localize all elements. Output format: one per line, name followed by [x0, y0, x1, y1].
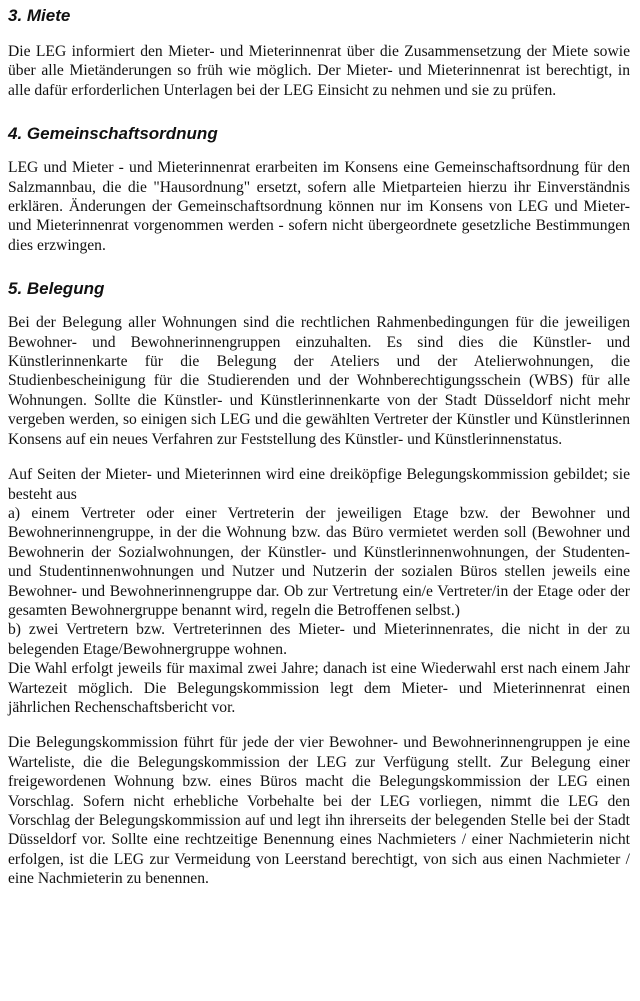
section-heading-miete: 3. Miete	[8, 6, 71, 25]
paragraph-gemeinschaftsordnung: LEG und Mieter - und Mieterinnenrat erarbeiten im Konsens eine Gemeinschaftsordnung für den Salzmannbau, die die "Hausordnung" ersetzt, sofern alle Mietparteien hierzu ihr Einverständnis erklären. Änderungen der Gemeinschaftsordnung können nur im Konsens von LEG und Mieter- und Mieterinnenrat vorgenommen werden - sofern nicht übergeordnete gesetzliche Bestimmungen dies erzwingen.	[8, 159, 630, 254]
section-heading-gemeinschaftsordnung: 4. Gemeinschaftsordnung	[8, 124, 218, 144]
paragraph-belegung-rahmen: Bei der Belegung aller Wohnungen sind die rechtlichen Rahmenbedingungen für die jeweiligen Bewohner- und Bewohnerinnengruppen einzuhalten. Es sind dies die Künstler- und Künstlerinnenkarte für die Belegung der Ateliers und der Atelierwohnungen, die Studienbescheinigung für die Studierenden und der Wohnberechtigungsschein (WBS) für alle Wohnungen. Sollte die Künstler- und Künstlerinnenkarte von der Stadt Düsseldorf nicht mehr vergeben werden, so einigen sich LEG und die gewählten Vertreter der Künstler und Künstlerinnen Konsens auf ein neues Verfahren zur Feststellung des Künstler- und Künstlerinnenstatus.	[8, 314, 630, 448]
paragraph-belegung-kommission: Auf Seiten der Mieter- und Mieterinnen wird eine dreiköpfige Belegungskommission gebildet; sie besteht aus a) einem Vertreter oder einer Vertreterin der jeweiligen Etage bzw. der Bewohner und Bewohnerinnengruppe, in der die Wohnung bzw. das Büro vermietet werden soll (Bewohner und Bewohnerin der Sozialwohnungen, der Künstler- und Künstlerinnenwohnungen, der Studenten- und Studentinnenwohnungen und Nutzer und Nutzerin der sozialen Büros stellen jeweils eine Bewohner- und Bewohnerinnengruppe dar. Ob zur Vertretung ein/e Vertreter/in der Etage oder der gesamten Bewohnergruppe benannt wird, regeln die Betroffenen selbst.) b) zwei Vertretern bzw. Vertreterinnen des Mieter- und Mieterinnenrates, die nicht in der zu belegenden Etage/Bewohnergruppe wohnen. Die Wahl erfolgt jeweils für maximal zwei Jahre; danach ist eine Wiederwahl erst nach einem Jahr Wartezeit möglich. Die Belegungskommission legt dem Mieter- und Mieterinnenrat einen jährlichen Rechenschaftsbericht vor.	[8, 466, 630, 716]
section-heading-belegung: 5. Belegung	[8, 279, 105, 299]
paragraph-miete: Die LEG informiert den Mieter- und Mieterinnenrat über die Zusammensetzung der Miete sowie über alle Mietänderungen so früh wie möglich. Der Mieter- und Mieterinnenrat ist berechtigt, in alle dafür erforderlichen Unterlagen bei der LEG Einsicht zu nehmen und sie zu prüfen.	[8, 43, 630, 99]
paragraph-belegung-warteliste: Die Belegungskommission führt für jede der vier Bewohner- und Bewohnerinnengruppen je eine Warteliste, die die Belegungskommission der LEG zur Verfügung stellt. Zur Belegung einer freigewordenen Wohnung bzw. eines Büros macht die Belegungskommission der LEG einen Vorschlag. Sofern nicht erhebliche Vorbehalte bei der LEG vorliegen, nimmt die LEG den Vorschlag der Belegungskommission auf und legt ihn ihrerseits der belegenden Stelle bei der Stadt Düsseldorf vor. Sollte eine rechtzeitige Benennung eines Nachmieters / einer Nachmieterin nicht erfolgen, ist die LEG zur Vermeidung von Leerstand berechtigt, von sich aus einen Nachmieter / eine Nachmieterin zu benennen.	[8, 734, 630, 888]
